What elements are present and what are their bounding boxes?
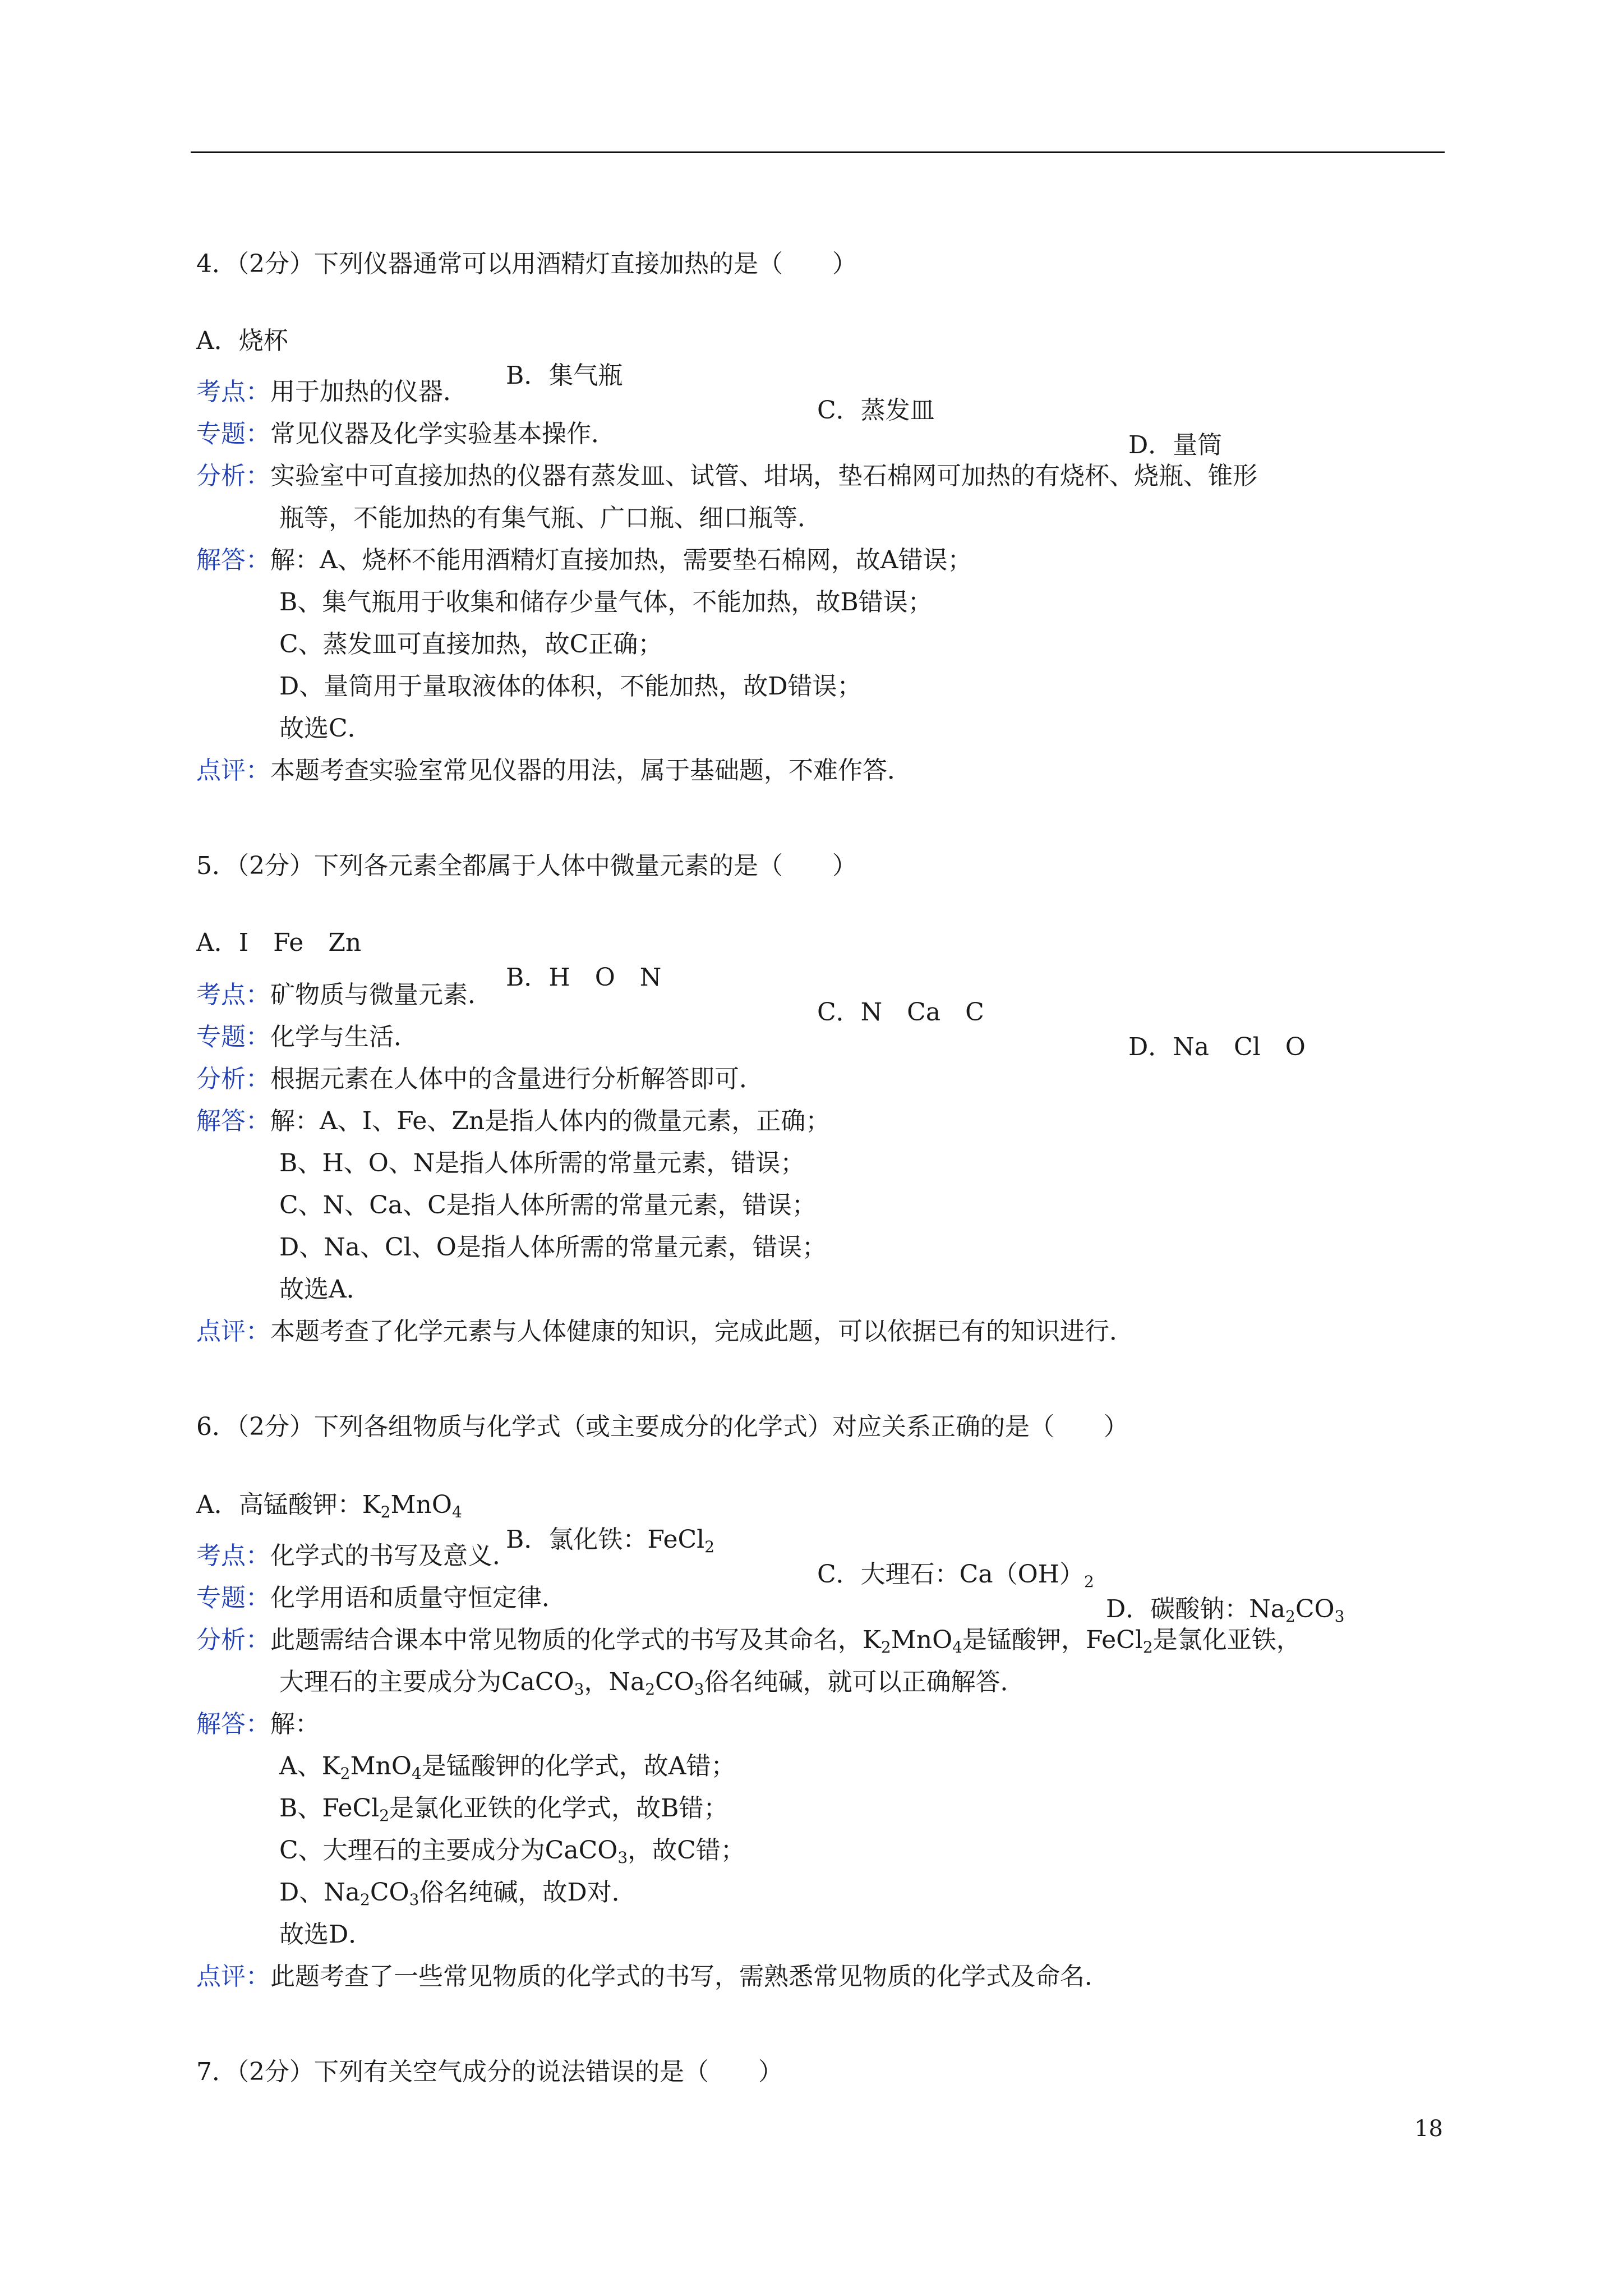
q5-jieda-answer: 故选A． — [279, 1275, 371, 1304]
q6-option-c: C．大理石：$Ca(OH)_2$ — [817, 1560, 1094, 1591]
jieda-label: 解答： — [196, 1710, 270, 1738]
q4-dianping: 点评：本题考查实验室常见仪器的用法，属于基础题，不难作答． — [196, 756, 912, 785]
header-rule — [191, 151, 1445, 153]
q6-option-b: B．氯化铁：FeCl$_2$ — [506, 1525, 715, 1556]
jieda-label: 解答： — [196, 546, 270, 574]
q5-option-b: B．H O N — [506, 963, 662, 992]
q5-option-c: C．N Ca C — [817, 998, 984, 1027]
q6-jieda-answer: 故选D． — [279, 1920, 374, 1949]
q5-jieda: 解答：解：A、I、Fe、Zn是指人体内的微量元素，正确； — [196, 1107, 831, 1135]
q6-kaodian: 考点：化学式的书写及意义． — [196, 1542, 517, 1570]
q5-option-d: D．Na Cl O — [1128, 1033, 1306, 1061]
q4-fenxi: 分析：实验室中可直接加热的仪器有蒸发皿、试管、坩埚，垫石棉网可加热的有烧杯、烧瓶、锥形 — [196, 462, 1257, 490]
q6-jieda-c: C、大理石的主要成分为CaCO$_3$，故C错； — [279, 1836, 745, 1867]
q4-jieda-b: B、集气瓶用于收集和储存少量气体，不能加热，故B错误； — [279, 588, 933, 616]
fenxi-label: 分析： — [196, 462, 270, 490]
jieda-label: 解答： — [196, 1107, 270, 1135]
q6-option-a: A．高锰酸钾：$K_2MnO_4$ — [196, 1490, 462, 1521]
zhuanti-label: 专题： — [196, 420, 270, 448]
zhuanti-label: 专题： — [196, 1023, 270, 1051]
q6-jieda: 解答：解： — [196, 1710, 320, 1738]
dianping-label: 点评： — [196, 1317, 270, 1346]
q6-fenxi-cont: 大理石的主要成分为CaCO$_3$，$Na_2CO_3$俗名纯碱，就可以正确解答． — [279, 1668, 1025, 1699]
q6-zhuanti: 专题：化学用语和质量守恒定律． — [196, 1584, 566, 1612]
q4-jieda-answer: 故选C． — [279, 714, 372, 743]
q5-option-a: A．I Fe Zn — [196, 928, 362, 957]
dianping-label: 点评： — [196, 1962, 270, 1991]
q4-option-c: C．蒸发皿 — [817, 396, 935, 425]
q4-jieda-c: C、蒸发皿可直接加热，故C正确； — [279, 630, 663, 659]
page-number: 18 — [1414, 2116, 1443, 2142]
q6-stem: 6．（2分）下列各组物质与化学式（或主要成分的化学式）对应关系正确的是（ ） — [196, 1412, 1128, 1441]
q7-stem: 7．（2分）下列有关空气成分的说法错误的是（ ） — [196, 2058, 783, 2086]
fenxi-label: 分析： — [196, 1626, 270, 1654]
q6-jieda-b: B、FeCl$_2$是氯化亚铁的化学式，故B错； — [279, 1794, 728, 1825]
q5-fenxi: 分析：根据元素在人体中的含量进行分析解答即可． — [196, 1065, 764, 1093]
q5-zhuanti: 专题：化学与生活． — [196, 1023, 418, 1051]
q5-jieda-b: B、H、O、N是指人体所需的常量元素，错误； — [279, 1149, 805, 1177]
q5-kaodian: 考点：矿物质与微量元素． — [196, 981, 492, 1009]
fenxi-label: 分析： — [196, 1065, 270, 1093]
q4-stem: 4．（2分）下列仪器通常可以用酒精灯直接加热的是（ ） — [196, 250, 857, 278]
q6-option-d: D．碳酸钠：$Na_2CO_3$ — [1106, 1595, 1345, 1626]
kaodian-label: 考点： — [196, 1542, 270, 1570]
q5-jieda-c: C、N、Ca、C是指人体所需的常量元素，错误； — [279, 1191, 817, 1220]
q5-stem: 5．（2分）下列各元素全都属于人体中微量元素的是（ ） — [196, 852, 857, 880]
kaodian-label: 考点： — [196, 981, 270, 1009]
kaodian-label: 考点： — [196, 378, 270, 406]
q4-fenxi-cont: 瓶等，不能加热的有集气瓶、广口瓶、细口瓶等． — [279, 504, 822, 532]
q4-jieda-d: D、量筒用于量取液体的体积，不能加热，故D错误； — [279, 672, 862, 701]
q4-option-d: D．量筒 — [1128, 431, 1223, 459]
q6-fenxi: 分析：此题需结合课本中常见物质的化学式的书写及其命名，$K_2MnO_4$是锰酸钾，FeCl$_2$是氯化亚铁， — [196, 1626, 1301, 1657]
q6-jieda-d: D、$Na_2CO_3$俗名纯碱，故D对． — [279, 1878, 637, 1909]
dianping-label: 点评： — [196, 756, 270, 785]
q6-dianping: 点评：此题考查了一些常见物质的化学式的书写，需熟悉常见物质的化学式及命名． — [196, 1962, 1109, 1991]
q5-jieda-d: D、Na、Cl、O是指人体所需的常量元素，错误； — [279, 1233, 827, 1262]
q4-jieda: 解答：解：A、烧杯不能用酒精灯直接加热，需要垫石棉网，故A错误； — [196, 546, 972, 574]
q4-option-b: B．集气瓶 — [506, 361, 623, 390]
zhuanti-label: 专题： — [196, 1584, 270, 1612]
q6-jieda-a: A、$K_2MnO_4$是锰酸钾的化学式，故A错； — [279, 1752, 736, 1783]
q4-option-a: A．烧杯 — [196, 326, 288, 355]
q4-zhuanti: 专题：常见仪器及化学实验基本操作． — [196, 420, 616, 448]
q5-dianping: 点评：本题考查了化学元素与人体健康的知识，完成此题，可以依据已有的知识进行． — [196, 1317, 1134, 1346]
q4-kaodian: 考点：用于加热的仪器． — [196, 378, 468, 406]
